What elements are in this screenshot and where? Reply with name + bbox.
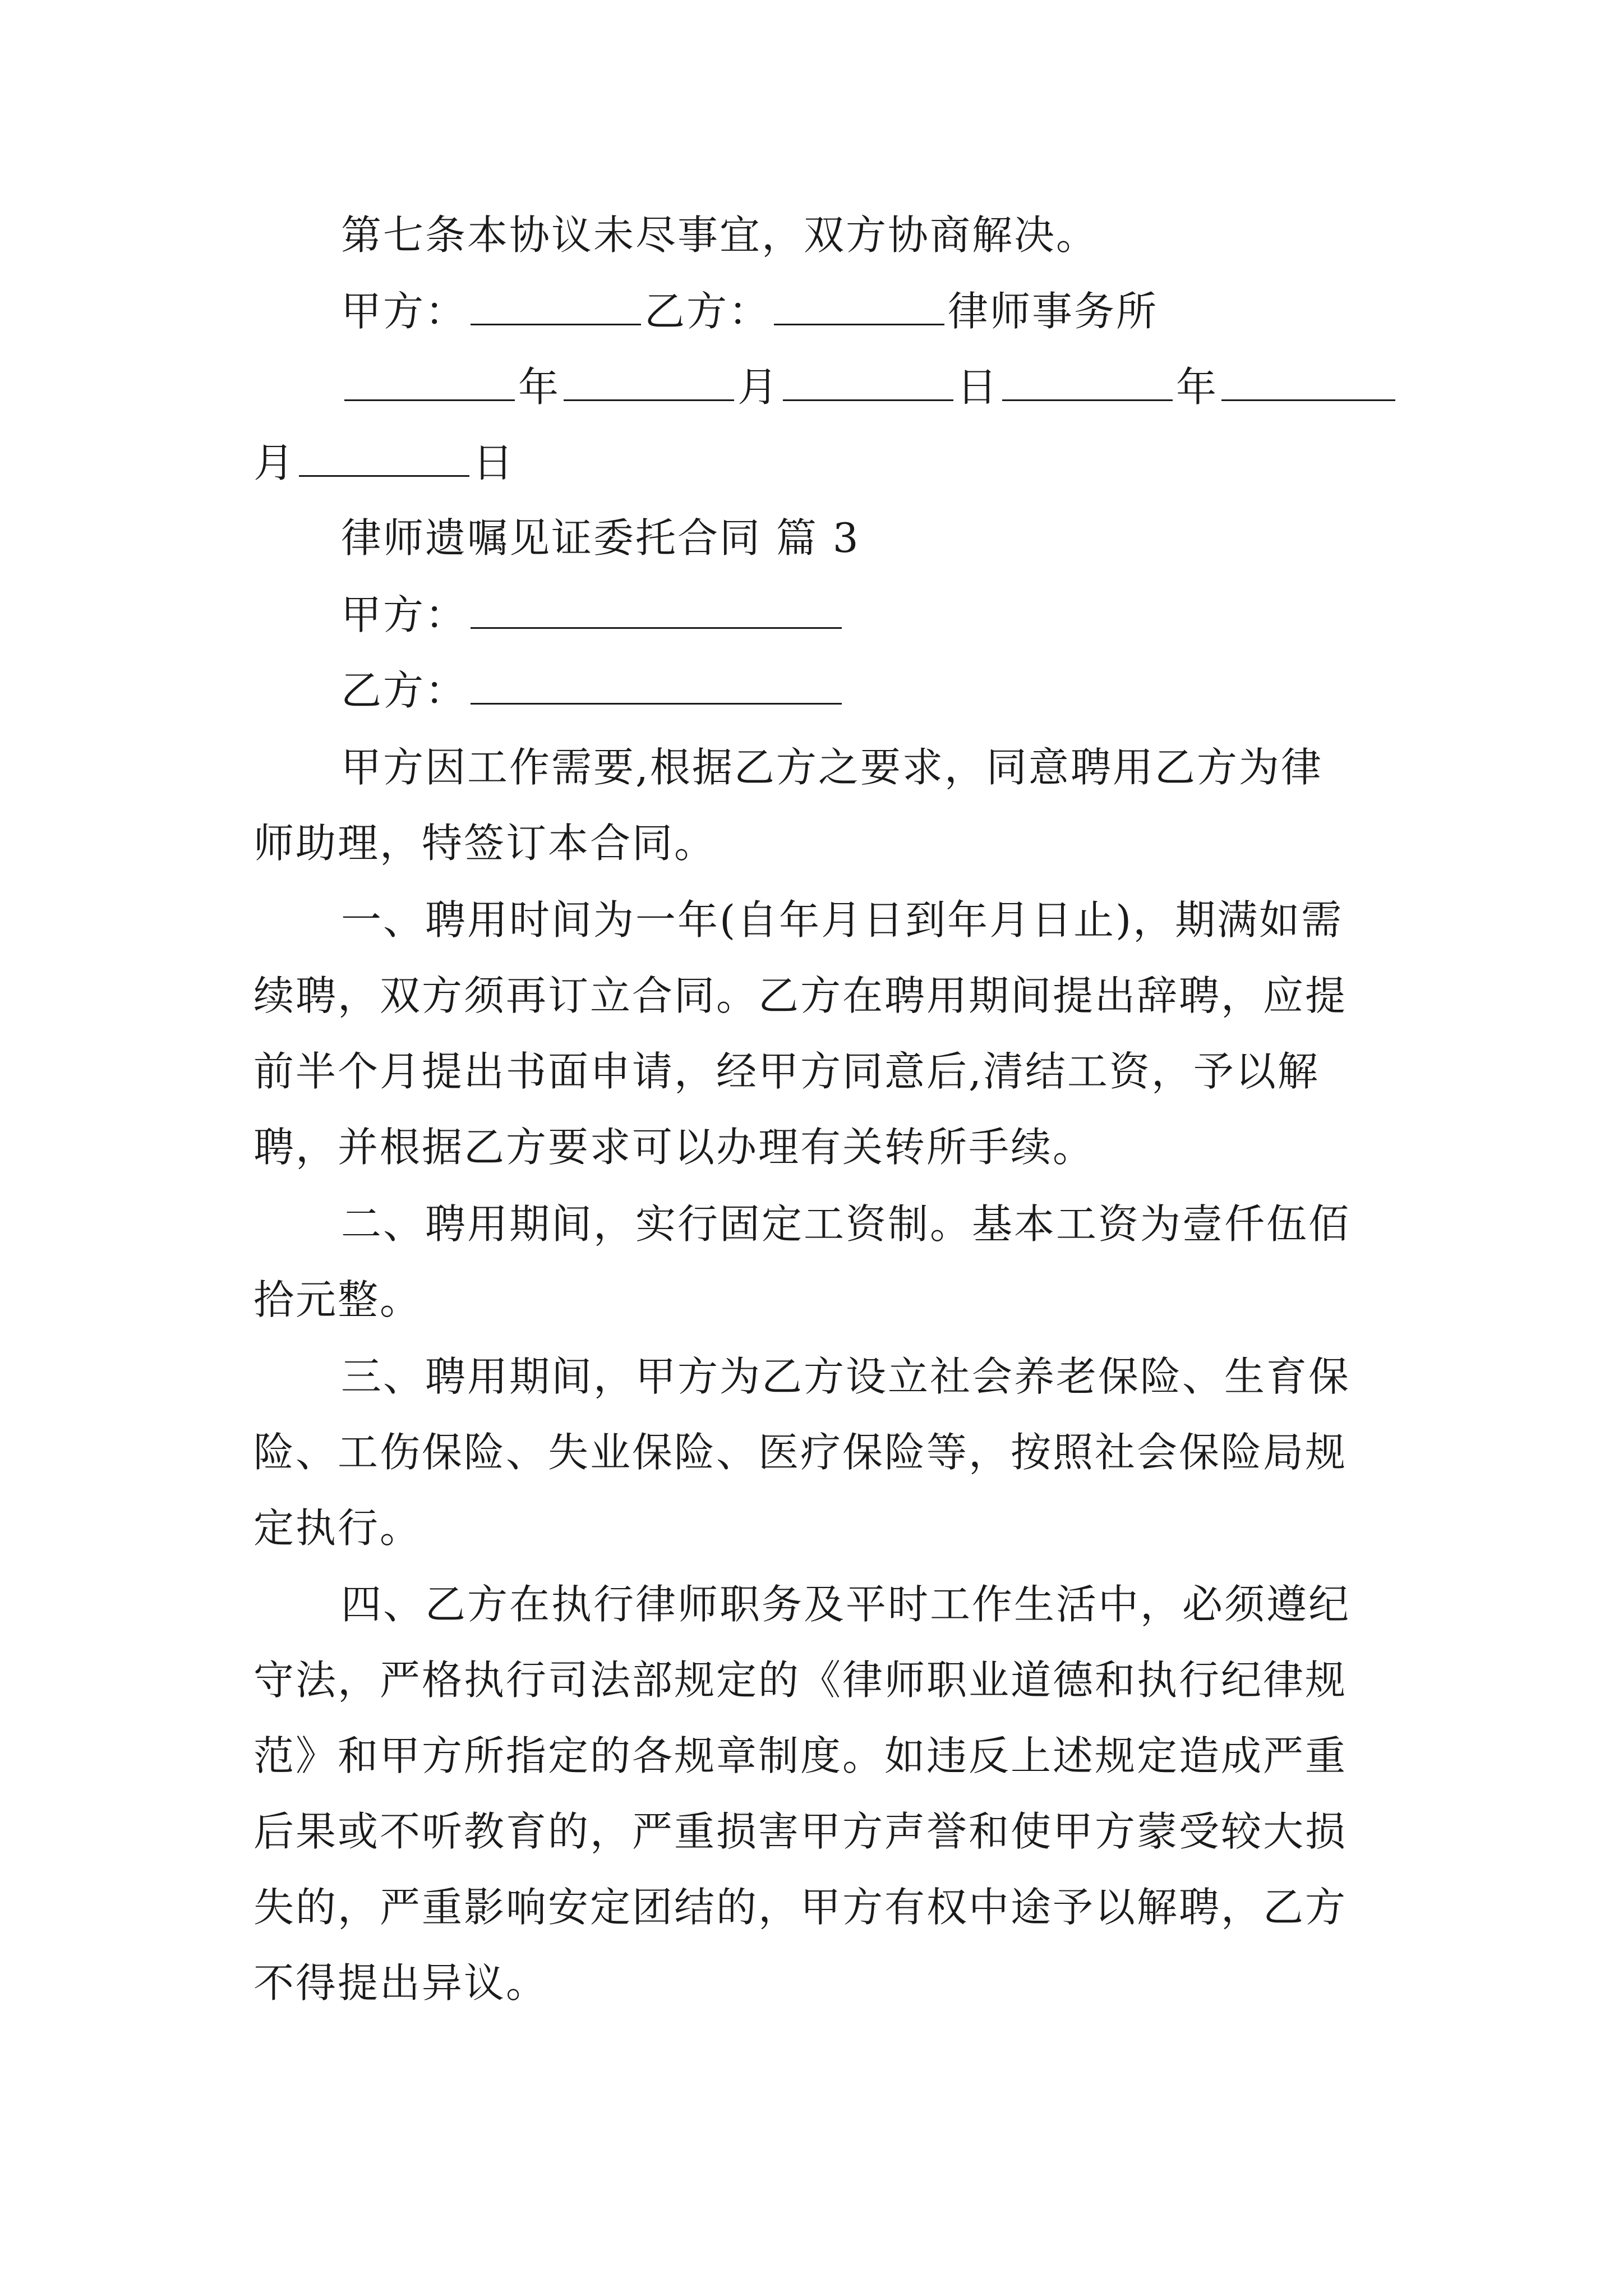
party-b-blank: [471, 662, 842, 705]
section-title: 律师遗嘱见证委托合同 篇 3: [341, 514, 860, 562]
paragraph-line: 险、工伤保险、失业保险、医疗保险等，按照社会保险局规: [253, 1429, 1348, 1476]
date-year-label: 年: [518, 364, 561, 411]
party-b-line: [341, 662, 1381, 716]
paragraph-line: 聘，并根据乙方要求可以办理有关转所手续。: [253, 1124, 1095, 1171]
paragraph-line: 师助理，特签订本合同。: [253, 820, 717, 867]
paragraph-line: 一、聘用时间为一年(自年月日到年月日止)，期满如需: [341, 896, 1344, 944]
paragraph-line: 前半个月提出书面申请，经甲方同意后,清结工资，予以解: [253, 1048, 1320, 1095]
date-day-label: 日: [473, 439, 515, 486]
clause-7-line: 第七条本协议未尽事宜，双方协商解决。: [341, 211, 1099, 259]
party-b-label: 乙方：: [341, 667, 468, 714]
signature-line: [341, 283, 1381, 337]
paragraph-line: 定执行。: [253, 1504, 422, 1552]
paragraph-line: 失的，严重影响安定团结的，甲方有权中途予以解聘，乙方: [253, 1884, 1348, 1931]
party-b-sign-label: 乙方：: [644, 288, 771, 335]
date-blank: [1002, 359, 1173, 401]
date-blank: [783, 359, 953, 401]
paragraph-line: 续聘，双方须再订立合同。乙方在聘用期间提出辞聘，应提: [253, 972, 1348, 1019]
party-b-sign-blank: [774, 283, 944, 325]
date-blank: [299, 435, 469, 477]
date-year-label: 年: [1176, 364, 1219, 411]
date-day-label: 日: [957, 364, 999, 411]
paragraph-line: 不得提出异议。: [253, 1959, 548, 2007]
party-a-sign-label: 甲方：: [341, 288, 468, 335]
party-a-label: 甲方：: [341, 591, 468, 638]
date-blank: [564, 359, 734, 401]
paragraph-line: 范》和甲方所指定的各规章制度。如违反上述规定造成严重: [253, 1732, 1348, 1779]
party-a-line: [341, 587, 1381, 641]
party-a-sign-blank: [471, 283, 641, 325]
paragraph-line: 四、乙方在执行律师职务及平时工作生活中，必须遵纪: [341, 1581, 1351, 1628]
date-line: [341, 359, 1381, 413]
paragraph-line: 守法，严格执行司法部规定的《律师职业道德和执行纪律规: [253, 1657, 1348, 1704]
paragraph-line: 三、聘用期间，甲方为乙方设立社会养老保险、生育保: [341, 1353, 1351, 1400]
date-line-continued: [253, 435, 1381, 489]
date-month-label: 月: [253, 439, 296, 486]
party-a-blank: [471, 587, 842, 629]
date-month-label: 月: [737, 364, 780, 411]
paragraph-line: 拾元整。: [253, 1276, 422, 1323]
date-blank: [1221, 359, 1395, 401]
paragraph-line: 甲方因工作需要,根据乙方之要求，同意聘用乙方为律: [341, 744, 1323, 791]
paragraph-line: 后果或不听教育的，严重损害甲方声誉和使甲方蒙受较大损: [253, 1808, 1348, 1855]
date-blank: [344, 359, 515, 401]
firm-suffix: 律师事务所: [948, 288, 1159, 335]
paragraph-line: 二、聘用期间，实行固定工资制。基本工资为壹仟伍佰: [341, 1200, 1351, 1248]
